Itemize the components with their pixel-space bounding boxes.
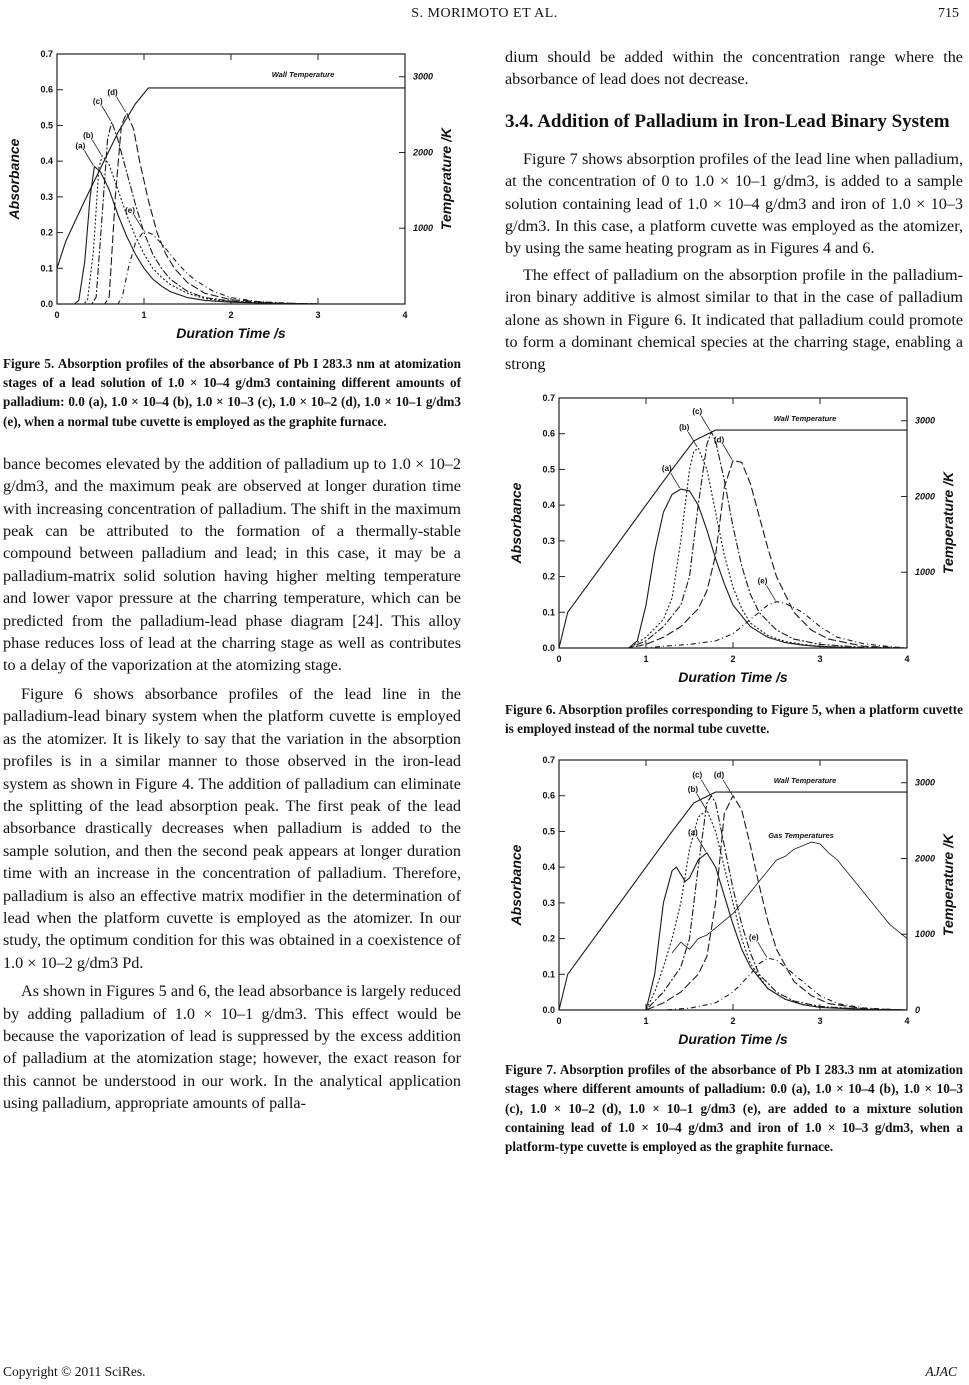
paragraph: Figure 7 shows absorption profiles of the lead line when palladium, at the concentration of 0 to 1.0 × 10–1 g/dm3, is added to a sample solution containing lead of 1.0 × 10–4 g/dm3 and iron of 1.0 × 10–3 g/dm3. In this case, a platform cuvette was employed as the atomizer, by using the same heating program as in Figures 4 and 6. bbox=[505, 149, 963, 258]
series-label-leader bbox=[671, 473, 680, 488]
x-tick-label: 1 bbox=[141, 310, 147, 320]
series-label-leader bbox=[767, 585, 776, 600]
series-label-leader bbox=[102, 106, 111, 121]
x-tick-label: 3 bbox=[817, 1016, 823, 1027]
y-tick-label: 0.0 bbox=[542, 1005, 555, 1016]
journal-name: AJAC bbox=[925, 1364, 957, 1379]
series-line bbox=[559, 430, 907, 648]
y-tick-label: 0.3 bbox=[40, 191, 53, 202]
x-tick-label: 3 bbox=[315, 310, 321, 320]
y2-tick-label: 2000 bbox=[915, 491, 936, 502]
y2-axis-label: Temperature /K bbox=[940, 471, 956, 574]
figure-6-caption bbox=[505, 700, 963, 738]
y2-tick-label: 0 bbox=[915, 1005, 921, 1016]
plot-frame bbox=[559, 398, 907, 648]
x-tick-label: 1 bbox=[643, 1016, 649, 1027]
figure-7-label: Figure 7. bbox=[505, 1062, 557, 1078]
x-tick-label: 0 bbox=[556, 1016, 562, 1027]
series-label: (e) bbox=[125, 205, 135, 215]
figure-6-caption-text: Absorption profiles corresponding to Figure 5, when a platform cuvette is employed instead of the normal tube cuvette. bbox=[505, 701, 963, 737]
series-label: (e) bbox=[748, 933, 759, 943]
series-label-leader bbox=[117, 97, 126, 112]
x-tick-label: 2 bbox=[730, 1016, 736, 1027]
series-line bbox=[559, 958, 907, 1010]
wall-temperature-label: Wall Temperature bbox=[773, 776, 837, 786]
series-label: (e) bbox=[757, 576, 768, 586]
series-line bbox=[559, 448, 907, 648]
paragraph: Figure 6 shows absorbance profiles of the lead line in the palladium-lead binary system when the platform cuvette is employed as the atomizer. It is likely to say that the variation in the absorption profiles is in a similar manner to those observed in the iron-lead system as shown in Figure 4. The addition of palladium can eliminate the splitting of the lead absorption peak. The first peak of the lead absorbance drastically decreases when palladium is added to the sample solution, and then the second peak appears at longer duration time with an increase in the concentration of palladium. Therefore, palladium is also an effective matrix modifier in the determination of lead when the platform cuvette is employed as the atomizer. In our study, the optimum condition for this was obtained in a coexistence of 1.0 × 10–2 g/dm3 Pd. bbox=[3, 684, 461, 972]
x-axis-label: Duration Time /s bbox=[678, 668, 788, 685]
series-line bbox=[559, 796, 907, 1010]
series-line bbox=[57, 88, 405, 268]
right-column bbox=[505, 46, 963, 1156]
y-tick-label: 0.7 bbox=[542, 392, 555, 403]
x-tick-label: 0 bbox=[556, 653, 562, 664]
figure-5 bbox=[3, 46, 461, 346]
y2-tick-label: 3000 bbox=[915, 415, 936, 426]
y-tick-label: 0.1 bbox=[542, 969, 555, 980]
figure-6-plot bbox=[505, 390, 963, 690]
x-tick-label: 0 bbox=[54, 310, 60, 320]
series-label: (b) bbox=[687, 785, 699, 795]
page-number: 715 bbox=[938, 6, 959, 21]
series-line bbox=[559, 432, 907, 648]
y-tick-label: 0.2 bbox=[542, 571, 555, 582]
section-heading: 3.4. Addition of Palladium in Iron-Lead Binary System bbox=[505, 110, 950, 132]
series-label: (a) bbox=[661, 463, 672, 473]
figure-7-caption-text: Absorption profiles of the absorbance of Pb I 283.3 nm at atomization stages where different amounts of palladium: 0.0 (a), 1.0 × 10–4 (b), 1.0 × 10–3 (c), 1.0 × 10–2 (d), 1.0 × 10–1 g/dm3 (e), are added to a mixture solution containing lead of 1.0 × 10–4 g/dm3 and iron of 1.0 × 10–3 g/dm3, when a platform-type cuvette is employed as the graphite furnace. bbox=[505, 1062, 963, 1155]
series-label: (b) bbox=[679, 422, 690, 432]
paragraph: bance becomes elevated by the addition of palladium up to 1.0 × 10–2 g/dm3, and the maximum peak are observed at longer duration time with increasing concentration of palladium. The shift in the maximum peak can be attributed to the formation of a thermally-stable compound between palladium and lead; in this case, it may be a palladium-matrix solid solution having higher melting temperature and lower vapor pressure at the charring temperature, which can be predicted from the palladium-lead phase diagram [24]. This alloy phase reduces loss of lead at the charring stage as well as contributes to a delay of the vaporization at the atomizing stage. bbox=[3, 454, 461, 675]
y2-tick-label: 3000 bbox=[915, 778, 936, 789]
y-tick-label: 0.2 bbox=[40, 227, 53, 238]
y-tick-label: 0.5 bbox=[542, 826, 555, 837]
series-label: (c) bbox=[92, 96, 103, 106]
series-line bbox=[57, 113, 405, 304]
series-label-leader bbox=[723, 444, 732, 459]
series-line bbox=[559, 810, 907, 1010]
series-line bbox=[559, 460, 907, 648]
figure-5-caption-text: Absorption profiles of the absorbance of Pb I 283.3 nm at atomization stages of a lead solution of 1.0 × 10–4 g/dm3 containing different amounts of palladium: 0.0 (a), 1.0 × 10–4 (b), 1.0 × 10–3 (c), 1.0 × 10–2 (d), 1.0 × 10–1 g/dm3 (e), when a normal tube cuvette is employed as the graphite furnace. bbox=[3, 356, 461, 429]
copyright-notice: Copyright © 2011 SciRes. bbox=[3, 1364, 146, 1379]
figure-7-plot bbox=[505, 752, 963, 1052]
gas-temperature-label: Gas Temperatures bbox=[768, 831, 834, 841]
y-tick-label: 0.4 bbox=[40, 156, 53, 167]
y-axis-label: Absorbance bbox=[6, 138, 22, 220]
y-tick-label: 0.3 bbox=[542, 535, 555, 546]
figure-7-caption bbox=[505, 1060, 963, 1156]
wall-temperature-label: Wall Temperature bbox=[271, 70, 335, 79]
y-tick-label: 0.4 bbox=[542, 500, 555, 511]
y2-axis-label: Temperature /K bbox=[940, 834, 956, 937]
series-label: (a) bbox=[75, 141, 86, 151]
series-label: (d) bbox=[107, 87, 118, 97]
x-axis-label: Duration Time /s bbox=[176, 325, 286, 341]
series-line bbox=[559, 796, 907, 1010]
series-line bbox=[559, 853, 907, 1010]
x-tick-label: 4 bbox=[402, 310, 408, 320]
series-label: (c) bbox=[692, 406, 703, 416]
y2-tick-label: 2000 bbox=[915, 853, 936, 864]
y2-tick-label: 1000 bbox=[915, 567, 936, 578]
paragraph: The effect of palladium on the absorption profile in the palladium-iron binary additive is almost similar to that in the case of palladium alone as shown in Figure 6. It indicated that palladium could promote to form a dominant chemical species at the charring stage, enabling a strong bbox=[505, 265, 963, 374]
wall-temperature-label: Wall Temperature bbox=[773, 413, 837, 423]
series-line bbox=[672, 842, 907, 953]
series-line bbox=[57, 167, 405, 305]
left-column bbox=[3, 46, 461, 1115]
series-label: (d) bbox=[713, 435, 725, 445]
series-label-leader bbox=[701, 416, 710, 431]
series-label-leader bbox=[92, 140, 101, 155]
y-tick-label: 0.5 bbox=[542, 464, 555, 475]
y-tick-label: 0.7 bbox=[542, 755, 555, 766]
y-tick-label: 0.1 bbox=[542, 607, 555, 618]
series-label-leader bbox=[758, 942, 767, 957]
y-axis-label: Absorbance bbox=[508, 844, 524, 926]
y-tick-label: 0.6 bbox=[542, 428, 555, 439]
series-label: (c) bbox=[692, 770, 703, 780]
y2-axis-label: Temperature /K bbox=[438, 127, 454, 231]
y-tick-label: 0.5 bbox=[40, 120, 53, 131]
series-label: (b) bbox=[83, 130, 94, 140]
y2-tick-label: 2000 bbox=[413, 147, 434, 158]
series-line bbox=[57, 156, 405, 304]
y2-tick-label: 3000 bbox=[413, 71, 434, 82]
figure-5-plot bbox=[3, 46, 461, 346]
x-tick-label: 2 bbox=[730, 653, 736, 664]
series-label: (d) bbox=[713, 770, 725, 780]
x-tick-label: 1 bbox=[643, 653, 649, 664]
y2-tick-label: 1000 bbox=[915, 929, 936, 940]
figure-6-label: Figure 6. bbox=[505, 701, 556, 717]
y-tick-label: 0.4 bbox=[542, 862, 555, 873]
series-label-leader bbox=[697, 794, 706, 809]
series-label: (a) bbox=[688, 828, 698, 838]
y-tick-label: 0.7 bbox=[40, 49, 53, 59]
series-line bbox=[559, 601, 907, 647]
y-tick-label: 0.6 bbox=[542, 790, 555, 801]
figure-7 bbox=[505, 752, 963, 1052]
series-label-leader bbox=[701, 780, 710, 795]
y-axis-label: Absorbance bbox=[508, 482, 524, 564]
y-tick-label: 0.1 bbox=[40, 263, 53, 274]
paragraph: As shown in Figures 5 and 6, the lead absorbance is largely reduced by adding palladium of 1.0 × 10–1 g/dm3. This effect would be because the vaporization of lead is suppressed by the excess addition of palladium at the atomization stage; however, the exact reason for this cannot be understood in our work. In the analytical application using palladium, appropriate amounts of palla- bbox=[3, 982, 461, 1113]
series-line bbox=[559, 489, 907, 648]
x-tick-label: 4 bbox=[904, 653, 910, 664]
x-axis-label: Duration Time /s bbox=[678, 1031, 788, 1048]
x-tick-label: 3 bbox=[817, 653, 823, 664]
y-tick-label: 0.6 bbox=[40, 84, 53, 95]
paragraph: dium should be added within the concentration range where the absorbance of lead does not decrease. bbox=[505, 48, 963, 89]
figure-5-caption bbox=[3, 354, 461, 431]
figure-6 bbox=[505, 390, 963, 690]
series-label-leader bbox=[84, 151, 93, 166]
y-tick-label: 0.2 bbox=[542, 933, 555, 944]
y2-tick-label: 1000 bbox=[413, 223, 434, 234]
figure-5-label: Figure 5. bbox=[3, 356, 55, 371]
series-label-leader bbox=[697, 837, 706, 852]
x-tick-label: 4 bbox=[904, 1016, 910, 1027]
series-label-leader bbox=[134, 215, 143, 230]
y-tick-label: 0.0 bbox=[40, 299, 53, 309]
y-tick-label: 0.0 bbox=[542, 642, 555, 653]
x-tick-label: 2 bbox=[228, 310, 234, 320]
running-title: S. MORIMOTO ET AL. bbox=[411, 6, 558, 21]
y-tick-label: 0.3 bbox=[542, 898, 555, 909]
plot-frame bbox=[559, 760, 907, 1010]
